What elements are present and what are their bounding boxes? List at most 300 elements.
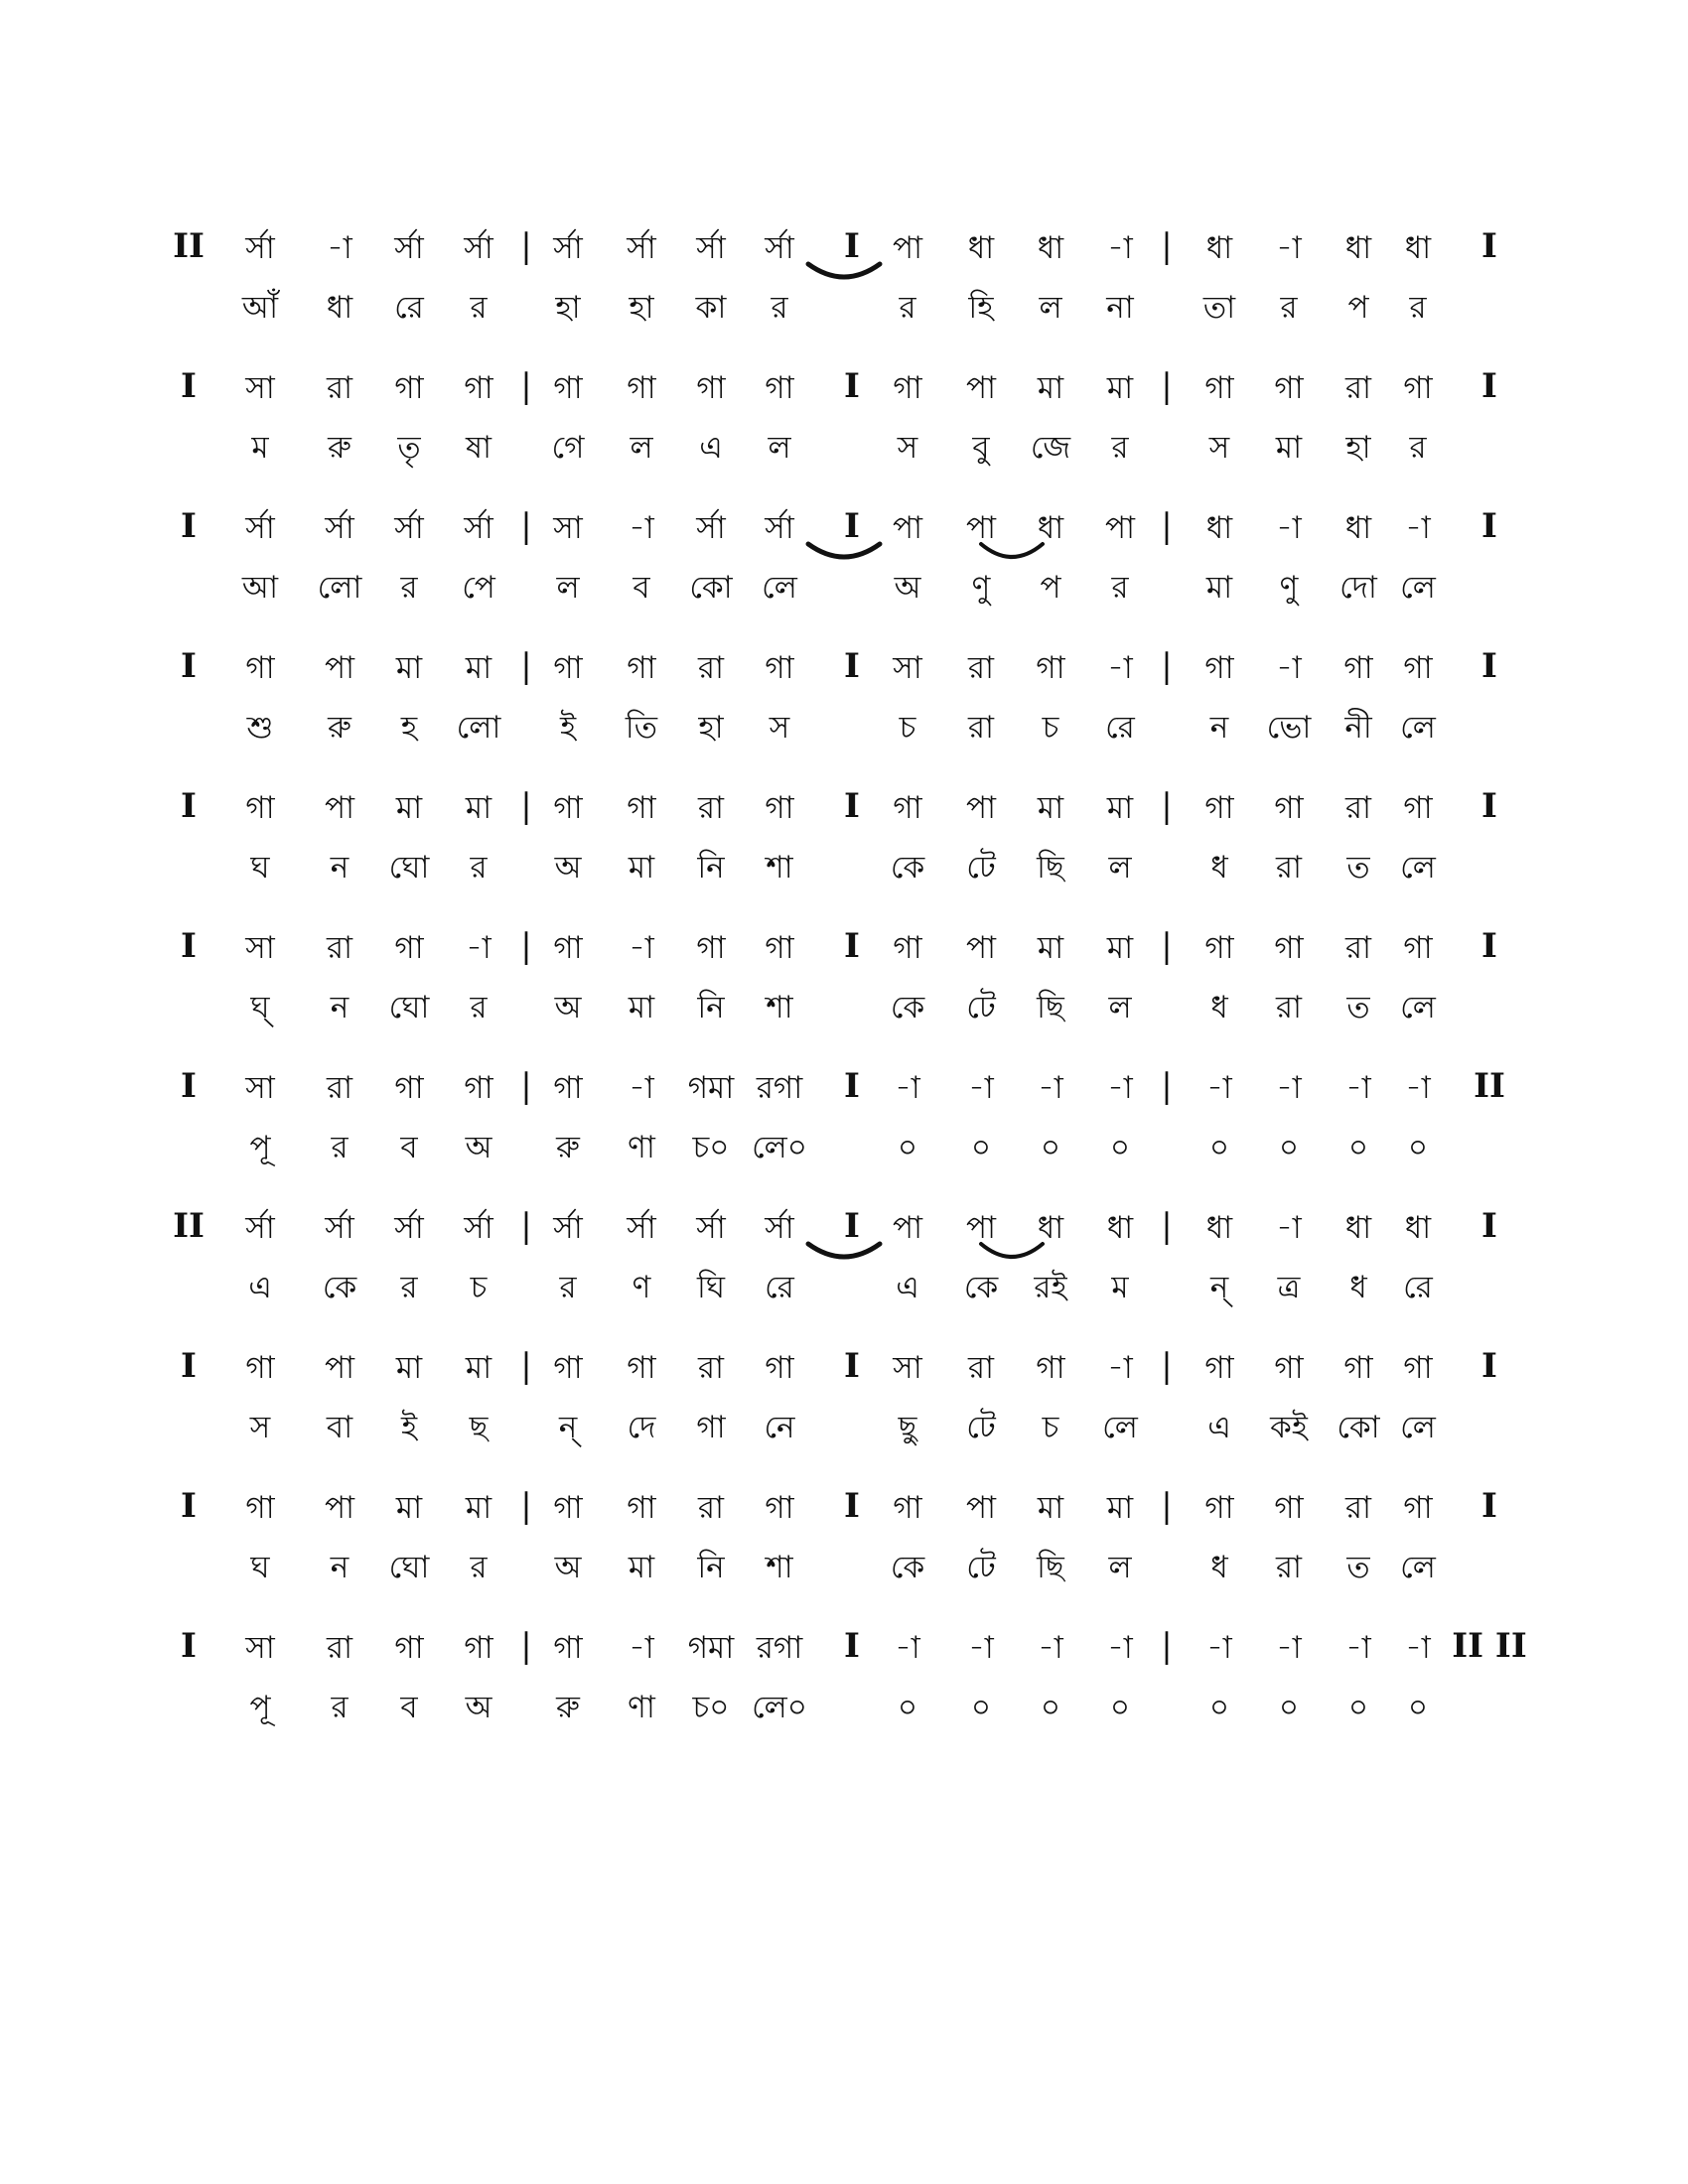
notation-system [0,1486,1688,1609]
lyric-syllable: ০ [1278,1130,1300,1165]
end-barline: II [1474,1066,1505,1106]
end-barline: I [1481,226,1497,266]
start-barline: I [181,926,197,966]
lyric-syllable: ম [1111,1270,1129,1305]
lyric-syllable: লে [1400,850,1436,886]
lyric-syllable: কই [1270,1410,1308,1445]
lyric-syllable: আঁ [241,290,279,326]
lyric-syllable: পে [462,570,495,606]
lyric-syllable: ন [330,1550,350,1585]
start-barline: I [181,1626,197,1666]
swara-note: গা [1274,1350,1304,1386]
swara-note: গা [1036,650,1065,686]
swara-note: গা [765,930,794,966]
lyric-syllable: র [1409,430,1427,466]
swara-note: মা [465,1350,492,1386]
lyric-syllable: রু [328,710,352,746]
lyric-syllable: ছ [469,1410,489,1445]
mid-barline: I [844,926,860,966]
swara-note: গা [1274,370,1304,406]
lyric-syllable: ঘ [250,1550,270,1585]
beat-division: | [520,506,532,546]
swara-note: গা [893,370,922,406]
swara-note: গা [627,650,656,686]
start-barline: I [181,366,197,406]
swara-note: পা [965,510,997,546]
swara-note: গা [553,1490,583,1526]
notation-system [0,926,1688,1049]
lyric-syllable: র [559,1270,577,1305]
swara-note: র্সা [464,230,493,266]
notation-system [0,1066,1688,1189]
lyric-syllable: ল [768,430,791,466]
lyric-syllable: চ০ [692,1130,730,1165]
swara-note: র্সা [627,1210,656,1246]
lyric-syllable: ০ [897,1130,918,1165]
lyric-syllable: ০ [897,1690,918,1725]
lyric-syllable: ল [630,430,653,466]
lyric-syllable: লে [1102,1410,1138,1445]
swara-note: রগা [756,1630,803,1666]
notation-system [0,366,1688,489]
lyric-syllable: রু [556,1130,580,1165]
swara-note: গা [1036,1350,1065,1386]
lyric-syllable: ছি [1037,850,1064,886]
lyric-syllable: এ [699,430,723,466]
swara-note: গা [553,790,583,826]
lyric-syllable: রা [967,710,995,746]
beat-division: | [520,1486,532,1526]
lyric-syllable: স [769,710,790,746]
slur-mark [979,540,1045,566]
lyric-syllable: অ [554,850,582,886]
swara-note: গা [696,370,726,406]
beat-division: | [520,1066,532,1106]
lyric-syllable: র [331,1130,349,1165]
lyric-syllable: নী [1344,710,1372,746]
swara-note: র্সা [245,1210,275,1246]
start-barline: I [181,646,197,686]
lyric-syllable: মা [628,990,655,1025]
lyric-syllable: নি [697,990,725,1025]
lyric-syllable: ই [559,710,577,746]
swara-note: -া [1276,650,1302,686]
lyric-syllable: এ [1207,1410,1231,1445]
swara-note: গা [245,1350,275,1386]
swara-note: গা [394,930,424,966]
lyric-syllable: প [1347,290,1369,326]
swara-note: গা [245,1490,275,1526]
swara-note: গা [1204,1350,1234,1386]
swara-note: গা [553,370,583,406]
swara-note: -া [1107,230,1133,266]
lyric-syllable: হা [555,290,581,326]
lyric-syllable: ঘো [388,850,430,886]
lyric-syllable: স [249,1410,271,1445]
swara-note: পা [965,370,997,406]
lyric-syllable: অ [554,990,582,1025]
swara-note: গা [765,790,794,826]
swara-note: রা [1344,370,1372,406]
swara-note: পা [892,230,923,266]
swara-note: গা [627,1350,656,1386]
lyric-syllable: ল [1108,850,1132,886]
swara-note: গা [1403,790,1433,826]
end-barline: I [1481,786,1497,826]
end-barline: I [1481,1346,1497,1386]
swara-note: গা [464,1070,493,1106]
lyric-syllable: শু [246,710,274,746]
swara-note: রা [697,1350,725,1386]
mid-barline: I [844,1486,860,1526]
swara-note: ধা [1344,1210,1372,1246]
lyric-syllable: ল [1108,1550,1132,1585]
lyric-syllable: শা [766,990,793,1025]
end-barline: I [1481,366,1497,406]
swara-note: ধা [1205,510,1233,546]
mid-barline: I [844,1346,860,1386]
mid-barline: I [844,226,860,266]
lyric-syllable: লে [1400,710,1436,746]
swara-note: গা [394,1630,424,1666]
lyric-syllable: লে [1400,1410,1436,1445]
lyric-syllable: ঘি [696,1270,726,1305]
swara-note: -া [1345,1070,1371,1106]
lyric-syllable: ন [330,990,350,1025]
swara-note: গা [553,650,583,686]
swara-note: পা [892,510,923,546]
swara-note: গা [627,370,656,406]
lyric-syllable: ০ [1347,1130,1369,1165]
swara-note: -া [1405,1070,1431,1106]
lyric-syllable: ণ [632,1270,651,1305]
lyric-syllable: রা [1275,850,1303,886]
slur-mark [979,1240,1045,1266]
swara-note: গা [765,1490,794,1526]
swara-note: রা [697,790,725,826]
beat-division: | [1161,1206,1173,1246]
lyric-syllable: জে [1030,430,1071,466]
lyric-syllable: কো [1336,1410,1380,1445]
lyric-syllable: নি [697,1550,725,1585]
lyric-syllable: পূ [249,1690,271,1725]
end-barline: II II [1452,1626,1527,1666]
end-barline: I [1481,506,1497,546]
lyric-syllable: লে [1400,990,1436,1025]
beat-division: | [1161,226,1173,266]
swara-note: সা [893,1350,922,1386]
swara-note: -া [968,1630,994,1666]
lyric-syllable: অ [554,1550,582,1585]
swara-note: -া [327,230,352,266]
swara-note: সা [245,930,275,966]
lyric-syllable: দে [627,1410,656,1445]
notation-system [0,506,1688,629]
swara-note: গা [1403,1350,1433,1386]
swara-note: মা [1106,930,1134,966]
swara-note: ধা [1037,1210,1064,1246]
swara-note: র্সা [464,510,493,546]
lyric-syllable: না [1106,290,1134,326]
lyric-syllable: ত [1346,1550,1370,1585]
lyric-syllable: তি [625,710,658,746]
swara-note: পা [324,1490,355,1526]
lyric-syllable: স [897,430,918,466]
swara-note: মা [1037,1490,1064,1526]
swara-note: পা [965,930,997,966]
lyric-syllable: ভো [1266,710,1312,746]
swara-note: গা [553,930,583,966]
lyric-syllable: রে [1403,1270,1433,1305]
swara-note: মা [395,650,423,686]
lyric-syllable: ০ [1208,1690,1230,1725]
lyric-syllable: মা [628,1550,655,1585]
swara-note: গা [893,790,922,826]
swara-note: গা [553,1630,583,1666]
lyric-syllable: কে [890,990,925,1025]
lyric-syllable: নে [764,1410,795,1445]
lyric-syllable: ধ [1349,1270,1367,1305]
swara-note: মা [395,1490,423,1526]
swara-note: পা [892,1210,923,1246]
lyric-syllable: তা [1202,290,1236,326]
lyric-syllable: কে [890,850,925,886]
swara-note: ধা [1037,230,1064,266]
lyric-syllable: রা [1275,1550,1303,1585]
lyric-syllable: ই [400,1410,418,1445]
swara-note: পা [324,650,355,686]
swara-note: মা [465,650,492,686]
mid-barline: I [844,1626,860,1666]
lyric-syllable: ত [1346,990,1370,1025]
swara-note: গা [245,650,275,686]
swara-note: গা [1403,370,1433,406]
beat-division: | [1161,1346,1173,1386]
swara-note: -া [1276,510,1302,546]
notation-system [0,1206,1688,1329]
lyric-syllable: টে [966,990,996,1025]
swara-note: র্সা [394,230,424,266]
lyric-syllable: চ [1042,710,1059,746]
swara-note: -া [629,930,654,966]
lyric-syllable: লে০ [752,1130,807,1165]
lyric-syllable: লো [456,710,501,746]
beat-division: | [520,926,532,966]
lyric-syllable: কে [322,1270,357,1305]
swara-note: র্সা [765,230,794,266]
swara-note: গা [1403,650,1433,686]
lyric-syllable: ল [1108,990,1132,1025]
swara-note: র্সা [464,1210,493,1246]
swara-note: -া [1038,1070,1063,1106]
lyric-syllable: কে [963,1270,999,1305]
swara-note: -া [1276,230,1302,266]
swara-note: -া [895,1070,920,1106]
swara-note: র্সা [394,510,424,546]
swara-note: -া [1206,1630,1232,1666]
swara-note: ধা [1205,230,1233,266]
lyric-syllable: ণা [628,1130,655,1165]
lyric-syllable: র [470,990,488,1025]
lyric-syllable: টে [966,1410,996,1445]
swara-note: গা [893,1490,922,1526]
lyric-syllable: চ [1042,1410,1059,1445]
swara-note: সা [553,510,583,546]
lyric-syllable: রু [556,1690,580,1725]
lyric-syllable: ন [1209,710,1229,746]
beat-division: | [1161,366,1173,406]
lyric-syllable: র [470,1550,488,1585]
swara-note: গা [1204,1490,1234,1526]
lyric-syllable: ব [633,570,650,606]
swara-note: গমা [687,1070,735,1106]
lyric-syllable: ম [251,430,269,466]
start-barline: I [181,506,197,546]
notation-system [0,646,1688,769]
lyric-syllable: ল [556,570,580,606]
swara-note: ধা [1037,510,1064,546]
swara-note: মা [465,790,492,826]
lyric-syllable: ধ [1210,1550,1228,1585]
slur-mark [806,1240,882,1266]
beat-division: | [1161,646,1173,686]
swara-note: র্সা [553,1210,583,1246]
lyric-syllable: অ [465,1130,492,1165]
beat-division: | [520,1206,532,1246]
start-barline: II [173,1206,205,1246]
lyric-syllable: মা [1275,430,1303,466]
lyric-syllable: মা [628,850,655,886]
swara-note: মা [1037,930,1064,966]
swara-note: -া [629,1070,654,1106]
swara-note: র্সা [696,510,726,546]
swara-note: সা [245,1630,275,1666]
swara-note: মা [465,1490,492,1526]
lyric-syllable: ধা [326,290,353,326]
swara-note: পা [965,1490,997,1526]
swara-note: গা [696,930,726,966]
slur-mark [806,260,882,286]
swara-note: গা [1204,650,1234,686]
swara-note: সা [893,650,922,686]
swara-note: র্সা [696,230,726,266]
lyric-syllable: র [400,570,418,606]
swara-note: গা [1204,370,1234,406]
swara-note: রা [697,650,725,686]
lyric-syllable: র [400,1270,418,1305]
lyric-syllable: ব [400,1690,418,1725]
lyric-syllable: মা [1205,570,1233,606]
mid-barline: I [844,646,860,686]
lyric-syllable: ল [1039,290,1062,326]
swara-note: সা [245,370,275,406]
lyric-syllable: ০ [1347,1690,1369,1725]
swara-note: মা [395,790,423,826]
beat-division: | [1161,1626,1173,1666]
swara-note: সা [245,1070,275,1106]
lyric-syllable: ০ [1278,1690,1300,1725]
swara-note: গা [1274,790,1304,826]
start-barline: I [181,1486,197,1526]
lyric-syllable: তৃ [397,430,421,466]
beat-division: | [520,1626,532,1666]
beat-division: | [520,366,532,406]
beat-division: | [520,1346,532,1386]
swara-note: -া [968,1070,994,1106]
lyric-syllable: গে [551,430,585,466]
swara-note: গা [1343,650,1373,686]
swara-note: রা [326,1630,353,1666]
lyric-syllable: চ০ [692,1690,730,1725]
beat-division: | [1161,926,1173,966]
swara-note: গা [1204,930,1234,966]
swara-note: গা [627,790,656,826]
beat-division: | [520,226,532,266]
swara-note: গা [464,370,493,406]
swara-note: গমা [687,1630,735,1666]
swara-note: রা [1344,1490,1372,1526]
lyric-syllable: ত [1346,850,1370,886]
notation-system [0,226,1688,349]
lyric-syllable: ণু [971,570,991,606]
swara-note: ধা [1205,1210,1233,1246]
lyric-syllable: ঘো [388,1550,430,1585]
swara-note: র্সা [696,1210,726,1246]
lyric-syllable: ০ [1040,1690,1061,1725]
swara-note: র্সা [325,510,354,546]
beat-division: | [1161,1066,1173,1106]
lyric-syllable: ছি [1037,990,1064,1025]
mid-barline: I [844,506,860,546]
lyric-syllable: কো [689,570,733,606]
swara-note: র্সা [627,230,656,266]
swara-note: ধা [1344,510,1372,546]
swara-note: -া [1276,1630,1302,1666]
swara-note: পা [1104,510,1136,546]
lyric-syllable: লে [762,570,797,606]
swara-note: রা [326,370,353,406]
lyric-syllable: স [1208,430,1230,466]
start-barline: I [181,1346,197,1386]
swara-note: -া [1107,1070,1133,1106]
swara-note: রা [967,650,995,686]
lyric-syllable: লে০ [752,1690,807,1725]
swara-note: -া [895,1630,920,1666]
swara-note: মা [1106,370,1134,406]
lyric-syllable: ঘ [250,850,270,886]
lyric-syllable: ষা [465,430,492,466]
lyric-syllable: রু [328,430,352,466]
swara-note: গা [553,1350,583,1386]
swara-note: গা [1403,1490,1433,1526]
swara-note: গা [1274,930,1304,966]
lyric-syllable: র [331,1690,349,1725]
lyric-syllable: র [771,290,788,326]
swara-note: ধা [1404,1210,1432,1246]
swara-note: গা [893,930,922,966]
lyric-syllable: টে [966,850,996,886]
swara-note: র্সা [245,230,275,266]
lyric-syllable: অ [465,1690,492,1725]
lyric-syllable: র [470,850,488,886]
lyric-syllable: ঘ্ [250,990,270,1025]
swara-note: গা [553,1070,583,1106]
lyric-syllable: ০ [1208,1130,1230,1165]
swara-note: গা [1274,1490,1304,1526]
swara-note: -া [1405,510,1431,546]
start-barline: I [181,786,197,826]
swara-note: ধা [1106,1210,1134,1246]
